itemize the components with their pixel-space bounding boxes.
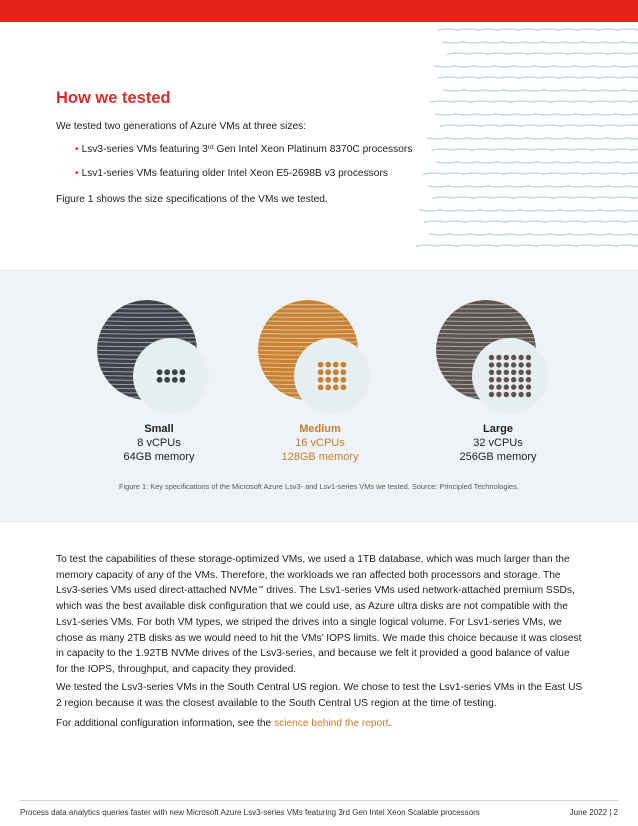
- vm-size-medium: [250, 298, 390, 478]
- vm-memory: 128GB memory: [281, 451, 359, 463]
- vm-memory: 64GB memory: [123, 451, 195, 463]
- bullet-item-lsv3: • Lsv3-series VMs featuring 3rd Gen Intel Xeon Platinum 8370C processors: [75, 144, 413, 155]
- vm-name: Large: [483, 423, 513, 435]
- bullet-dot-icon: •: [75, 144, 79, 155]
- footer-page-number: June 2022 | 2: [569, 808, 618, 817]
- bullet-item-lsv1: • Lsv1-series VMs featuring older Intel Xeon E5-2698B v3 processors: [75, 168, 388, 179]
- vm-cpus: 8 vCPUs: [137, 437, 181, 449]
- vm-cpus: 16 vCPUs: [295, 437, 345, 449]
- vm-name: Small: [144, 423, 174, 435]
- vm-memory: 256GB memory: [459, 451, 537, 463]
- figure-reference-text: Figure 1 shows the size specifications of the VMs we tested.: [56, 194, 328, 205]
- intro-text: We tested two generations of Azure VMs at three sizes:: [56, 121, 307, 132]
- decorative-wave-lines: [408, 22, 638, 262]
- medium-vm-icon: [250, 298, 390, 418]
- large-vm-icon: [428, 298, 568, 418]
- footer-title: Process data analytics queries faster with new Microsoft Azure Lsv3-series VMs featuring 3rd Gen Intel Xeon Scalable processors: [20, 808, 480, 817]
- vm-size-small: [89, 298, 229, 478]
- science-behind-report-link[interactable]: science behind the report: [274, 718, 389, 729]
- small-vm-icon: [89, 298, 229, 418]
- top-accent-bar: [0, 0, 638, 22]
- figure-caption: Figure 1: Key specifications of the Microsoft Azure Lsv3- and Lsv1-series VMs we tested. Source: Principled Technologies.: [119, 482, 519, 491]
- section-title: How we tested: [56, 89, 171, 107]
- vm-size-large: [428, 298, 568, 478]
- footer-divider: [20, 800, 618, 801]
- vm-name: Medium: [299, 423, 341, 435]
- bullet-dot-icon: •: [75, 168, 79, 179]
- body-paragraph-3: For additional configuration information, see the science behind the report.: [56, 718, 392, 729]
- body-paragraph-1: To test the capabilities of these storage-optimized VMs, we used a 1TB database, which was much larger than the memory capacity of any of the VMs. Therefore, the workloads we ran affected both processors and storage. The Lsv3-series VMs used direct-attached NVMe™ drives. The Lsv1-series VMs used network-attached premium SSDs, which was the best available disk configuration that we could use, as Azure ultra disks are not compatible with the Lsv1-series VMs. For both VM types, we striped the drives into a single logical volume. For Lsv1-series VMs, we chose as many 2TB disks as we would need to hit the VMs’ IOPS limits. We made this choice because it was closest in capacity to the 1.92TB NVMe drives of the Lsv3-series, and because we felt it provided a good balance of value for the IOPS, throughput, and capacity they provided.: [56, 554, 582, 675]
- vm-cpus: 32 vCPUs: [473, 437, 523, 449]
- body-paragraph-2: We tested the Lsv3-series VMs in the South Central US region. We chose to test the Lsv1-series VMs in the East US 2 region because it was the closest available to the South Central US region at the time of testing.: [56, 682, 583, 709]
